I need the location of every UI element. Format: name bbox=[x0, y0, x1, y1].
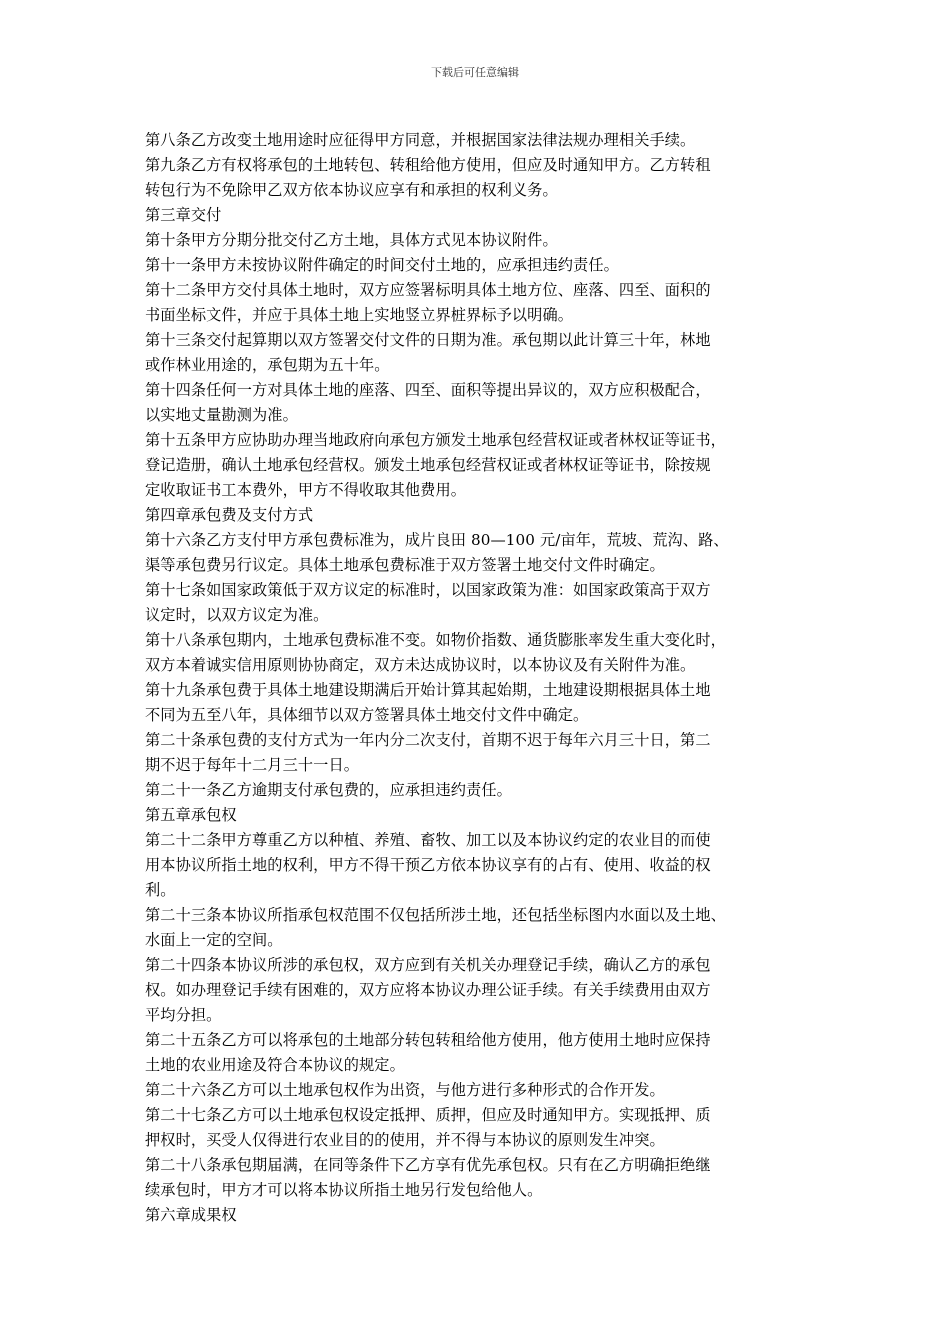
text-line: 第二十条承包费的支付方式为一年内分二次支付，首期不迟于每年六月三十日，第二 bbox=[145, 731, 711, 749]
text-line: 第十九条承包费于具体土地建设期满后开始计算其起始期，土地建设期根据具体土地 bbox=[145, 681, 711, 699]
text-line: 第十一条甲方未按协议附件确定的时间交付土地的，应承担违约责任。 bbox=[145, 256, 619, 274]
text-line: 第十七条如国家政策低于双方议定的标准时，以国家政策为准：如国家政策高于双方 bbox=[145, 581, 711, 599]
text-line: 登记造册，确认土地承包经营权。颁发土地承包经营权证或者林权证等证书，除按规 bbox=[145, 456, 711, 474]
text-line: 双方本着诚实信用原则协协商定，双方未达成协议时，以本协议及有关附件为准。 bbox=[145, 656, 696, 674]
text-line: 第二十六条乙方可以土地承包权作为出资，与他方进行多种形式的合作开发。 bbox=[145, 1081, 665, 1099]
text-line: 第十三条交付起算期以双方签署交付文件的日期为准。承包期以此计算三十年，林地 bbox=[145, 331, 711, 349]
document-body bbox=[145, 128, 807, 1228]
text-line: 第二十五条乙方可以将承包的土地部分转包转租给他方使用，他方使用土地时应保持 bbox=[145, 1031, 711, 1049]
text-line: 第十六条乙方支付甲方承包费标准为，成片良田 80—100 元/亩年，荒坡、荒沟、路、 bbox=[145, 531, 729, 549]
text-line: 议定时，以双方议定为准。 bbox=[145, 606, 329, 624]
text-line: 第九条乙方有权将承包的土地转包、转租给他方使用，但应及时通知甲方。乙方转租 bbox=[145, 156, 711, 174]
text-line: 水面上一定的空间。 bbox=[145, 931, 283, 949]
text-line: 第八条乙方改变土地用途时应征得甲方同意，并根据国家法律法规办理相关手续。 bbox=[145, 131, 696, 149]
text-line: 第二十一条乙方逾期支付承包费的，应承担违约责任。 bbox=[145, 781, 512, 799]
text-line: 权。如办理登记手续有困难的，双方应将本协议办理公证手续。有关手续费用由双方 bbox=[145, 981, 711, 999]
text-line: 第二十七条乙方可以土地承包权设定抵押、质押，但应及时通知甲方。实现抵押、质 bbox=[145, 1106, 711, 1124]
text-line: 土地的农业用途及符合本协议的规定。 bbox=[145, 1056, 405, 1074]
page-header: 下载后可任意编辑 bbox=[431, 66, 519, 79]
text-line: 平均分担。 bbox=[145, 1006, 222, 1024]
text-line: 不同为五至八年，具体细节以双方签署具体土地交付文件中确定。 bbox=[145, 706, 589, 724]
text-line: 第四章承包费及支付方式 bbox=[145, 506, 314, 524]
text-line: 第十条甲方分期分批交付乙方土地，具体方式见本协议附件。 bbox=[145, 231, 558, 249]
text-line: 以实地丈量勘测为准。 bbox=[145, 406, 298, 424]
text-line: 第十二条甲方交付具体土地时，双方应签署标明具体土地方位、座落、四至、面积的 bbox=[145, 281, 711, 299]
text-line: 第二十八条承包期届满，在同等条件下乙方享有优先承包权。只有在乙方明确拒绝继 bbox=[145, 1156, 711, 1174]
text-line: 第三章交付 bbox=[145, 206, 222, 224]
text-line: 转包行为不免除甲乙双方依本协议应享有和承担的权利义务。 bbox=[145, 181, 558, 199]
text-line: 第五章承包权 bbox=[145, 806, 237, 824]
text-line: 书面坐标文件，并应于具体土地上实地竖立界桩界标予以明确。 bbox=[145, 306, 574, 324]
text-line: 第六章成果权 bbox=[145, 1206, 237, 1224]
text-line: 续承包时，甲方才可以将本协议所指土地另行发包给他人。 bbox=[145, 1181, 543, 1199]
text-line: 或作林业用途的，承包期为五十年。 bbox=[145, 356, 390, 374]
text-line: 第二十三条本协议所指承包权范围不仅包括所涉土地，还包括坐标图内水面以及土地、 bbox=[145, 906, 726, 924]
text-line: 用本协议所指土地的权利，甲方不得干预乙方依本协议享有的占有、使用、收益的权 bbox=[145, 856, 711, 874]
text-line: 期不迟于每年十二月三十一日。 bbox=[145, 756, 360, 774]
text-line: 定收取证书工本费外，甲方不得收取其他费用。 bbox=[145, 481, 467, 499]
text-line: 第二十二条甲方尊重乙方以种植、养殖、畜牧、加工以及本协议约定的农业目的而使 bbox=[145, 831, 711, 849]
text-line: 押权时，买受人仅得进行农业目的的使用，并不得与本协议的原则发生冲突。 bbox=[145, 1131, 665, 1149]
text-line: 渠等承包费另行议定。具体土地承包费标准于双方签署土地交付文件时确定。 bbox=[145, 556, 665, 574]
text-line: 第二十四条本协议所涉的承包权，双方应到有关机关办理登记手续，确认乙方的承包 bbox=[145, 956, 711, 974]
text-line: 第十八条承包期内，土地承包费标准不变。如物价指数、通货膨胀率发生重大变化时， bbox=[145, 631, 726, 649]
text-line: 第十四条任何一方对具体土地的座落、四至、面积等提出异议的，双方应积极配合， bbox=[145, 381, 711, 399]
text-line: 利。 bbox=[145, 881, 176, 899]
text-line: 第十五条甲方应协助办理当地政府向承包方颁发土地承包经营权证或者林权证等证书， bbox=[145, 431, 726, 449]
